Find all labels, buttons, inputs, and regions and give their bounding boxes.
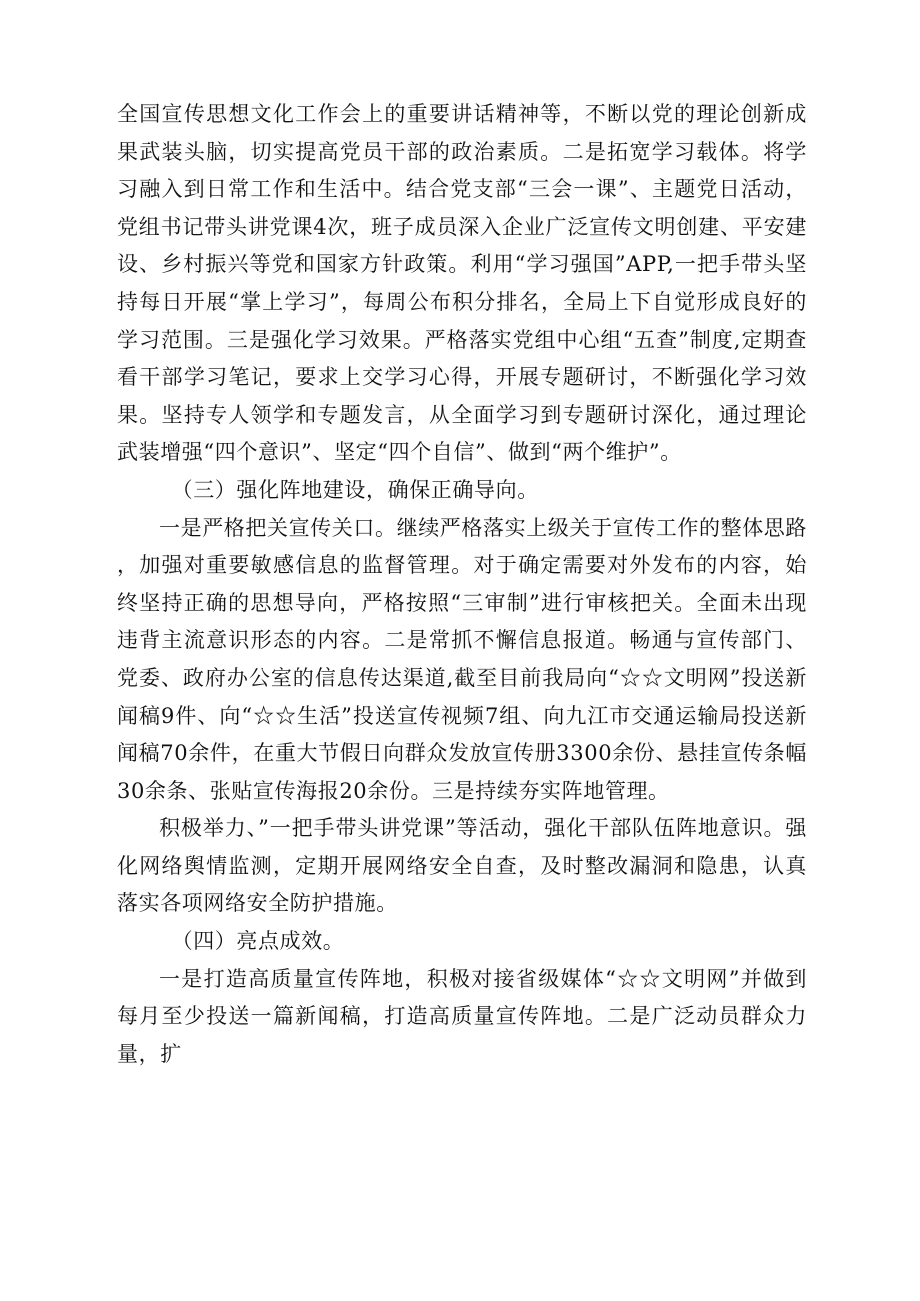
paragraph-publicity-checkpoint: 一是严格把关宣传关口。继续严格落实上级关于宣传工作的整体思路，加强对重要敏感信息的监督管理。对于确定需要对外发布的内容，始终坚持正确的思想导向，严格按照“三审制”进行审核把关。全面未出现违背主流意识形态的内容。二是常抓不懈信息报道。畅通与宣传部门、党委、政府办公室的信息传达渠道,截至目前我局向“☆☆文明网”投送新闻稿9件、向“☆☆生活”投送宣传视频7组、向九江市交通运输局投送新闻稿70余件，在重大节假日向群众发放宣传册3300余份、悬挂宣传条幅30余条、张贴宣传海报20余份。三是持续夯实阵地管理。 (117, 515, 807, 803)
paragraph-study-measures: 全国宣传思想文化工作会上的重要讲话精神等，不断以党的理论创新成果武装头脑，切实提高党员干部的政治素质。二是拓宽学习载体。将学习融入到日常工作和生活中。结合党支部“三会一课”、主题党日活动，党组书记带头讲党课4次，班子成员深入企业广泛宣传文明创建、平安建设、乡村振兴等党和国家方针政策。利用“学习强国”APP,一把手带头坚持每日开展“掌上学习”，每周公布积分排名，全局上下自觉形成良好的学习范围。三是强化学习效果。严格落实党组中心组“五查”制度,定期查看干部学习笔记，要求上交学习心得，开展专题研讨，不断强化学习效果。坚持专人领学和专题发言，从全面学习到专题研讨深化，通过理论武装增强“四个意识”、坚定“四个自信”、做到“两个维护”。 (117, 102, 807, 465)
section-heading-4: （四）亮点成效。 (171, 929, 345, 954)
section-heading-3: （三）强化阵地建设，确保正确导向。 (171, 477, 539, 502)
paragraph-highlights: 一是打造高质量宣传阵地，积极对接省级媒体“☆☆文明网”并做到每月至少投送一篇新闻稿，打造高质量宣传阵地。二是广泛动员群众力量，扩 (117, 966, 807, 1066)
document-body (117, 96, 807, 1073)
paragraph-position-awareness: 积极举力、”一把手带头讲党课”等活动，强化干部队伍阵地意识。强化网络舆情监测，定期开展网络安全自查，及时整改漏洞和隐患，认真落实各项网络安全防护措施。 (117, 816, 807, 916)
